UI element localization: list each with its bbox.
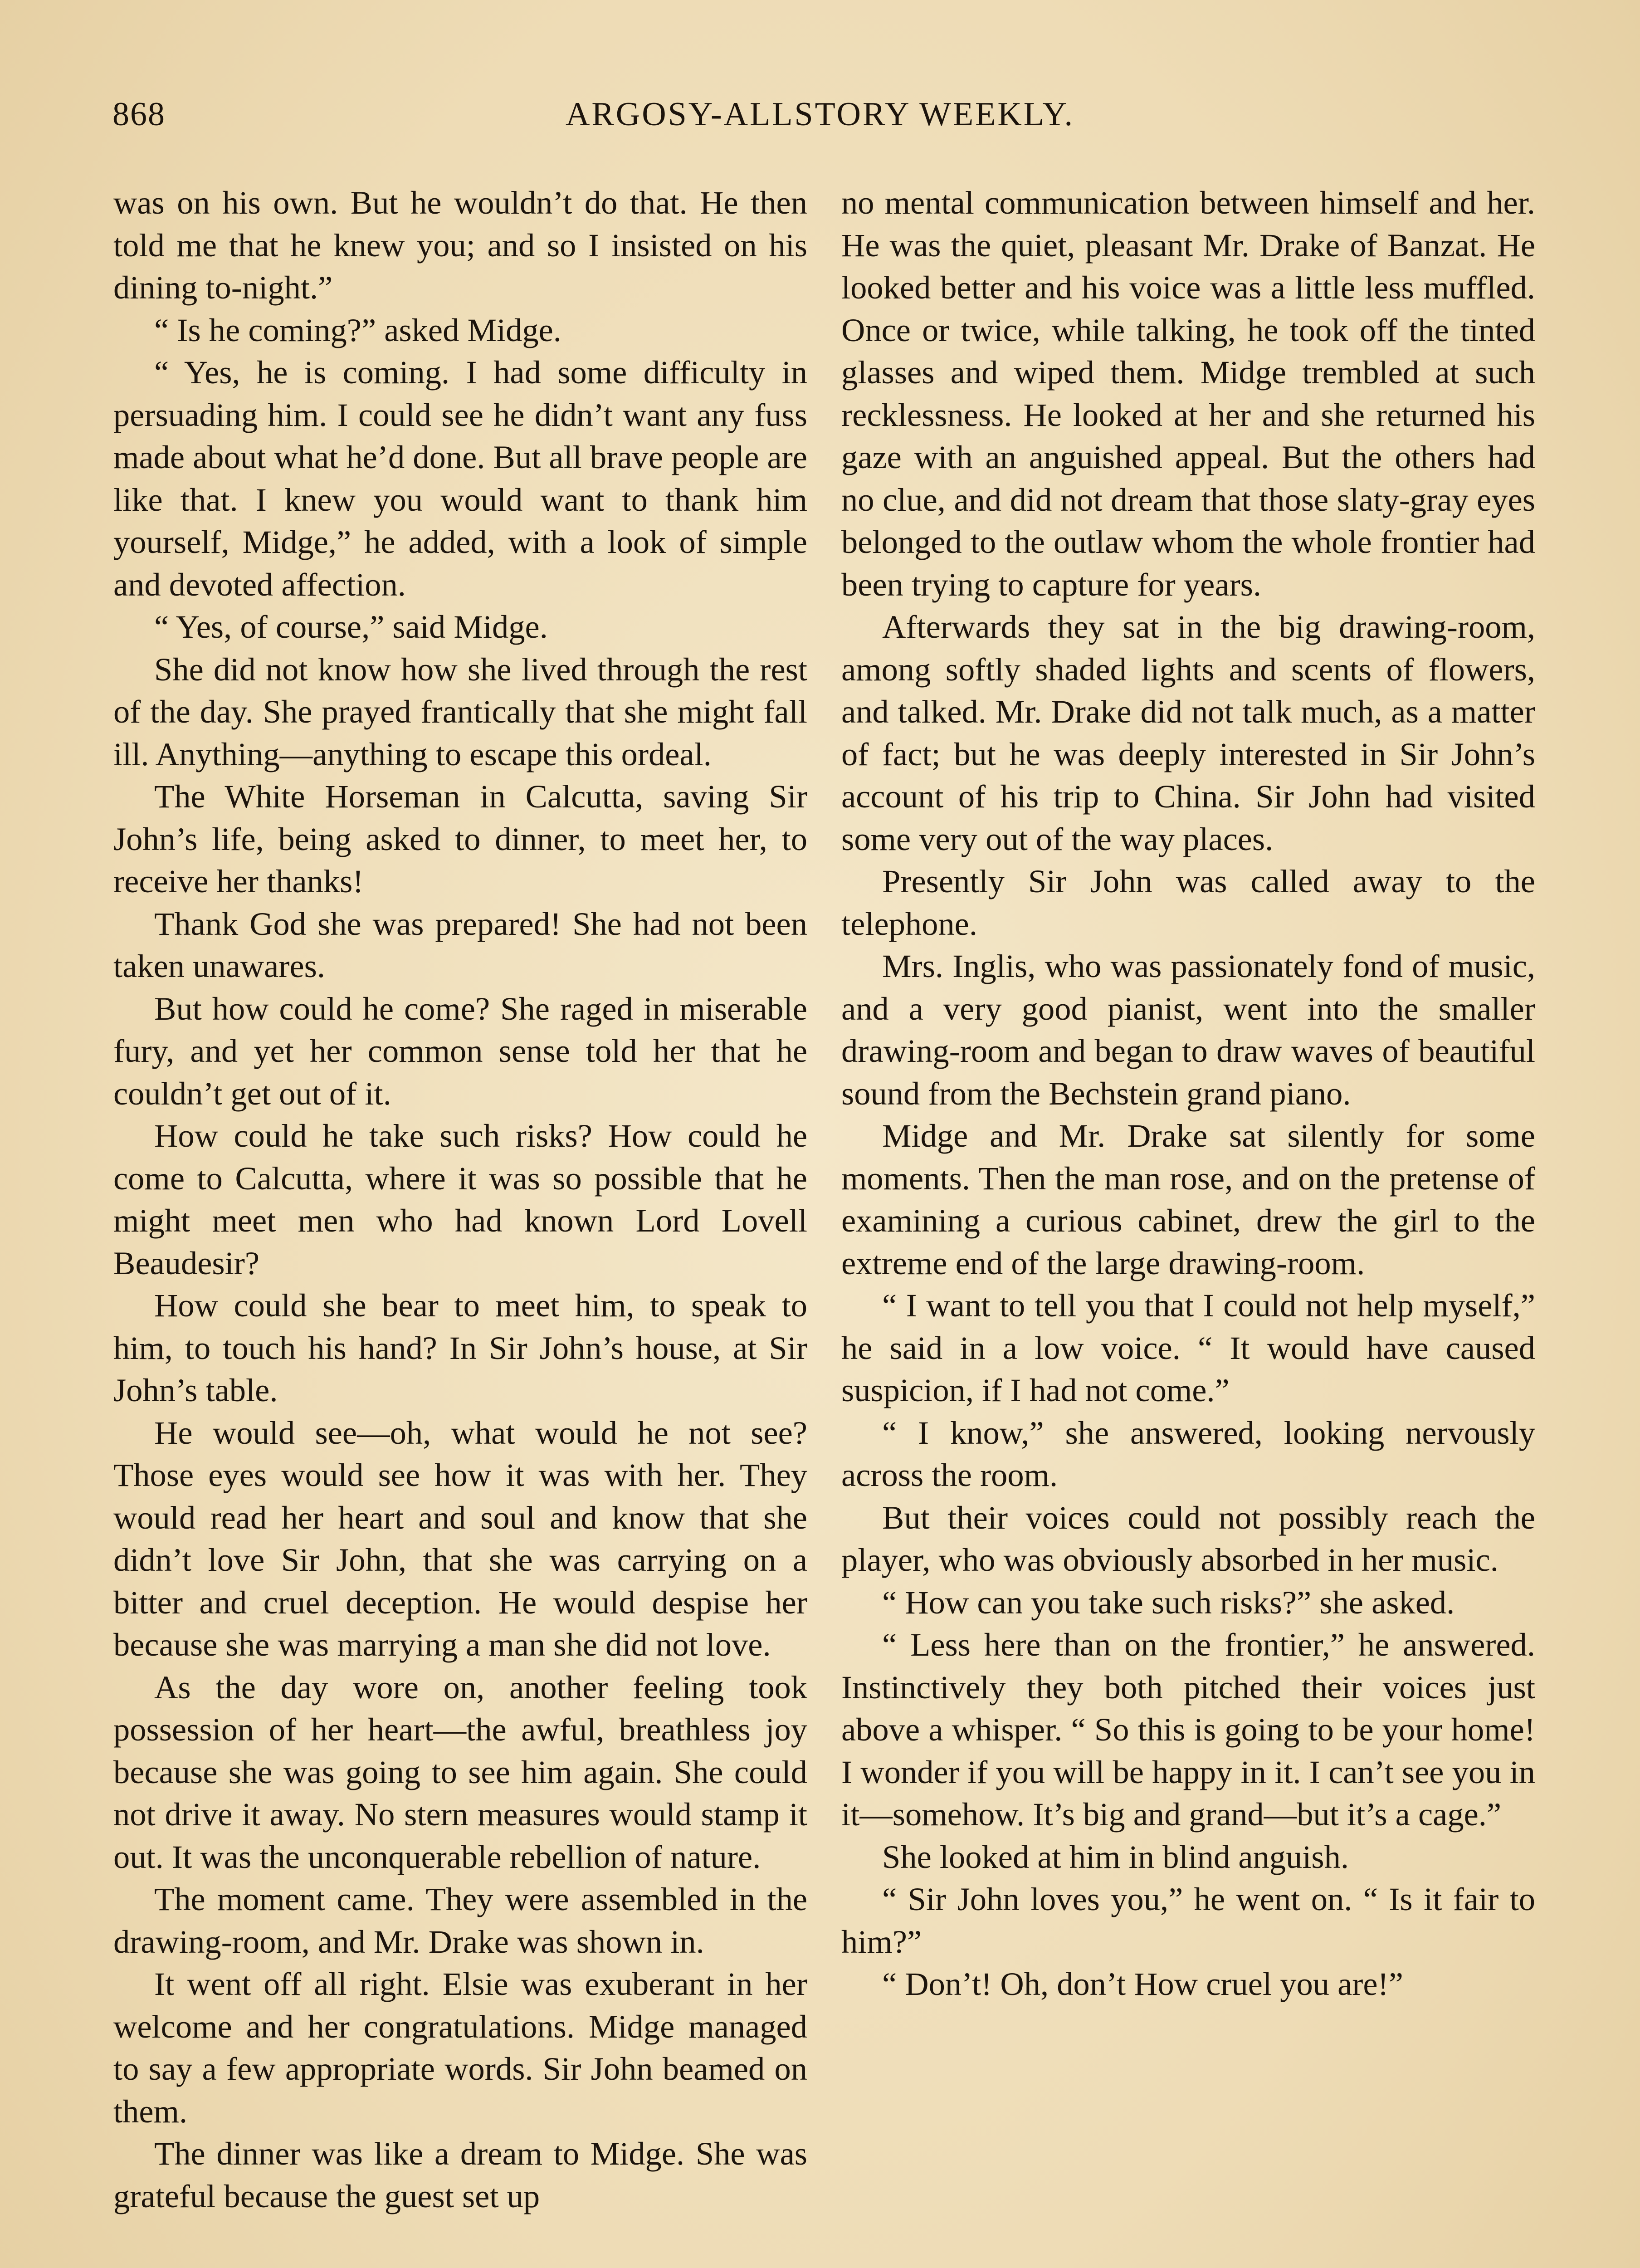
paragraph: “ Sir John loves you,” he went on. “ Is it fair to him?” [841,1881,1535,1960]
paragraph: no mental communication between himself and her. He was the quiet, pleasant Mr. Drake of Banzat. He looked better and his voice was a little less muffled. Once or twice, while talking, he took off the tinted glasses and wiped them. Midge trembled at such recklessness. He looked at her and she returned his gaze with an anguished appeal. But the others had no clue, and did not dream that those slaty-gray eyes belonged to the outlaw whom the whole frontier had been trying to capture for years. [841,184,1535,603]
paragraph: Presently Sir John was called away to the telephone. [841,863,1535,942]
paragraph: Mrs. Inglis, who was passionately fond of music, and a very good pianist, went into the smaller drawing-room and began to draw waves of beautiful sound from the Bechstein grand piano. [841,948,1535,1112]
paragraph: “ Yes, of course,” said Midge. [154,608,548,645]
paragraph: Thank God she was prepared! She had not been taken unawares. [113,905,807,984]
running-head: ARGOSY-ALLSTORY WEEKLY. [565,96,1075,133]
paragraph: How could he take such risks? How could he come to Calcutta, where it was so possible that he might meet men who had known Lord Lovell Beaudesir? [113,1117,807,1281]
paragraph: Midge and Mr. Drake sat silently for some moments. Then the man rose, and on the pretense of examining a curious cabinet, drew the girl to the extreme end of the large drawing-room. [841,1117,1535,1281]
paragraph: As the day wore on, another feeling took possession of her heart—the awful, breathless joy because she was going to see him again. She could not drive it away. No stern measures would stamp it out. It was the unconquerable rebellion of nature. [113,1668,807,1875]
page-number: 868 [112,96,166,133]
paragraph: The moment came. They were assembled in the drawing-room, and Mr. Drake was shown in. [113,1881,807,1960]
paragraph: She did not know how she lived through the rest of the day. She prayed frantically that she might fall ill. Anything—anything to escape this ordeal. [113,650,807,772]
left-column [113,181,807,2217]
paragraph: She looked at him in blind anguish. [882,1838,1349,1875]
paragraph: He would see—oh, what would he not see? Those eyes would see how it was with her. They would read her heart and soul and know that she didn’t love Sir John, that she was carrying on a bitter and cruel deception. He would despise her because she was marrying a man she did not love. [113,1414,807,1663]
paragraph: How could she bear to meet him, to speak to him, to touch his hand? In Sir John’s house, at Sir John’s table. [113,1287,807,1408]
paragraph: But their voices could not possibly reach the player, who was obviously absorbed in her music. [841,1499,1535,1578]
paragraph: But how could he come? She raged in miserable fury, and yet her common sense told her that he couldn’t get out of it. [113,990,807,1112]
paragraph: The White Horseman in Calcutta, saving Sir John’s life, being asked to dinner, to meet her, to receive her thanks! [113,778,807,899]
paragraph: “ Is he coming?” asked Midge. [154,311,561,348]
paragraph: “ Less here than on the frontier,” he answered. Instinctively they both pitched their voices just above a whisper. “ So this is going to be your home! I wonder if you will be happy in it. I can’t see you in it—somehow. It’s big and grand—but it’s a cage.” [841,1626,1535,1833]
paragraph: “ Yes, he is coming. I had some difficulty in persuading him. I could see he didn’t want any fuss made about what he’d done. But all brave people are like that. I knew you would want to thank him yourself, Midge,” he added, with a look of simple and devoted affection. [113,354,807,603]
right-column [841,181,1535,2005]
paragraph: It went off all right. Elsie was exuberant in her welcome and her congratulations. Midge managed to say a few appropriate words. Sir John beamed on them. [113,1965,807,2130]
paragraph: “ I know,” she answered, looking nervously across the room. [841,1414,1535,1493]
paragraph: “ How can you take such risks?” she asked. [882,1584,1455,1621]
paragraph: “ I want to tell you that I could not help myself,” he said in a low voice. “ It would have caused suspicion, if I had not come.” [841,1287,1535,1408]
page-header [112,95,1528,145]
paragraph: The dinner was like a dream to Midge. She was grateful because the guest set up [113,2135,807,2214]
paragraph: Afterwards they sat in the big drawing-room, among softly shaded lights and scents of flowers, and talked. Mr. Drake did not talk much, as a matter of fact; but he was deeply interested in Sir John’s account of his trip to China. Sir John had visited some very out of the way places. [841,608,1535,857]
paragraph: was on his own. But he wouldn’t do that. He then told me that he knew you; and so I insisted on his dining to-night.” [113,184,807,306]
paragraph: “ Don’t! Oh, don’t How cruel you are!” [882,1965,1403,2002]
